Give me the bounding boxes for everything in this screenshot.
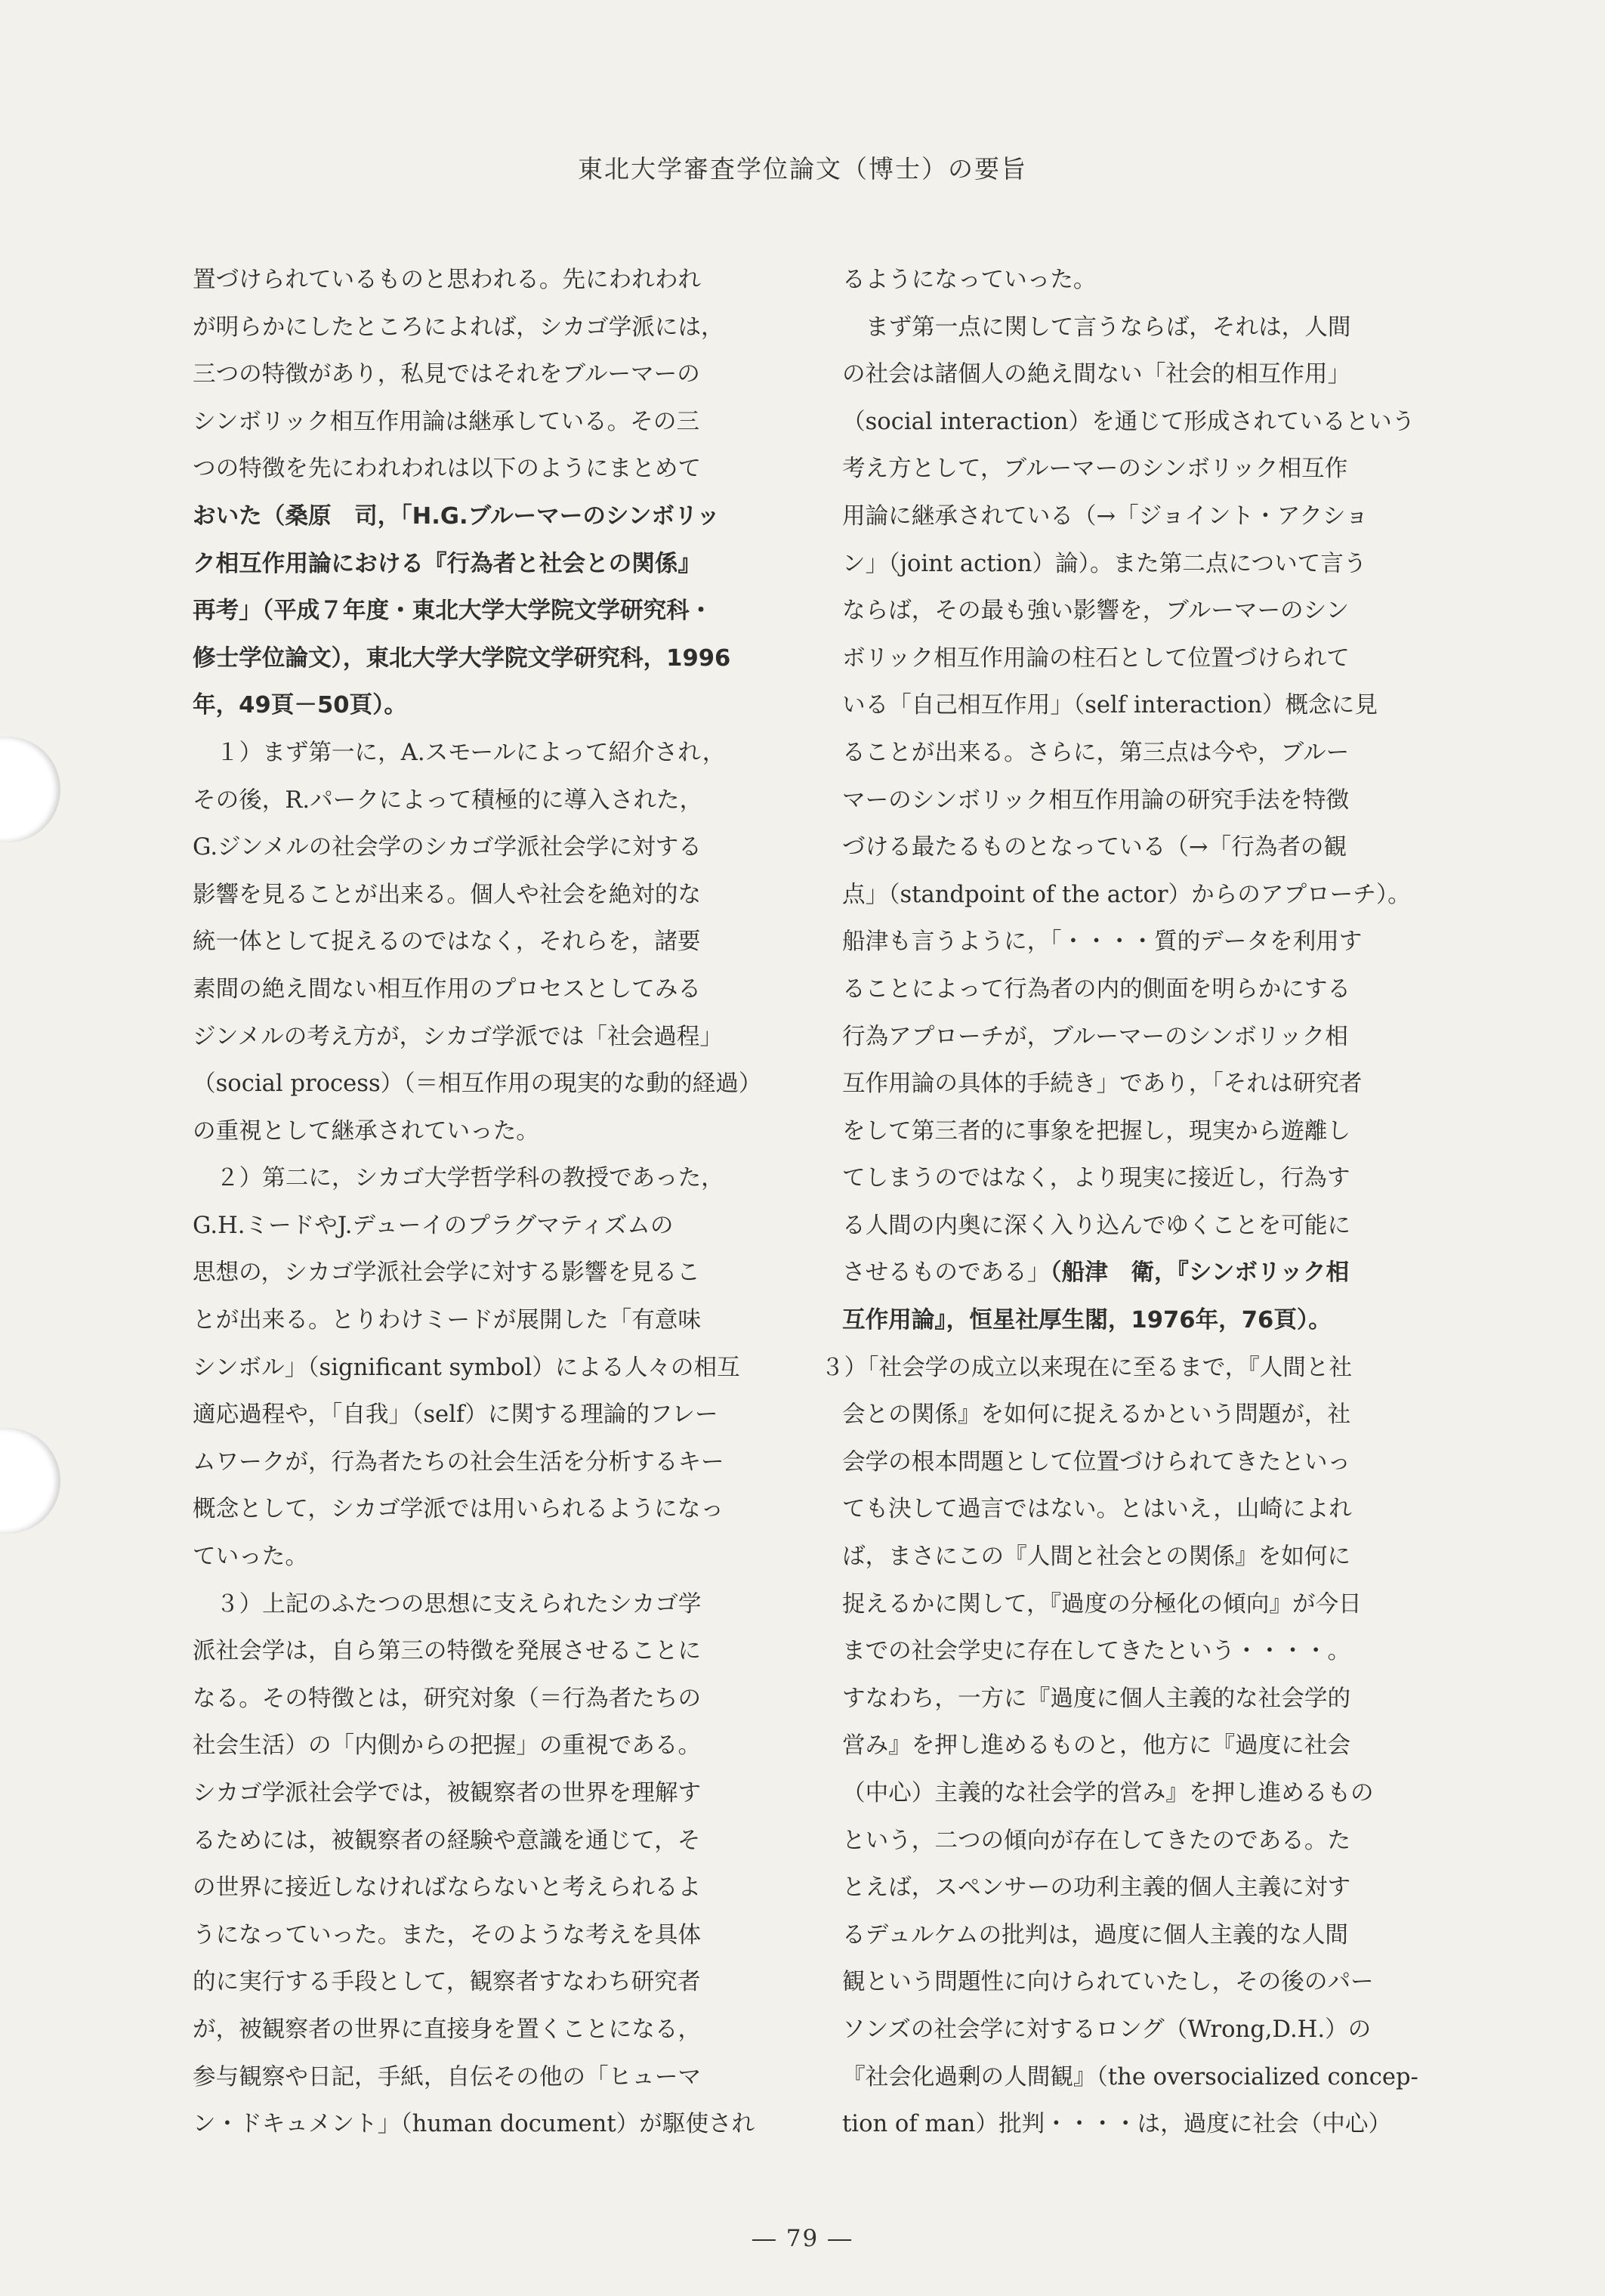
text-line: が明らかにしたところによれば，シカゴ学派には，	[193, 314, 724, 341]
text-line: マーのシンボリック相互作用論の研究手法を特徴	[842, 786, 1350, 814]
text-line: 参与観察や日記，手紙，自伝その他の「ヒューマ	[193, 2063, 702, 2091]
text-line: 営み』を押し進めるものと，他方に『過度に社会	[842, 1732, 1351, 1760]
page-header: 東北大学審査学位論文（博士）の要旨	[578, 154, 1027, 184]
text-line: ることによって行為者の内的側面を明らかにする	[842, 975, 1351, 1003]
text-line: ３）「社会学の成立以来現在に至るまで，『人間と社	[821, 1354, 1353, 1381]
text-line: てしまうのではなく，より現実に接近し，行為す	[842, 1165, 1350, 1192]
text-line: ボリック相互作用論の柱石として位置づけられて	[842, 644, 1350, 672]
text-line: 『社会化過剰の人間観』（the oversocialized concep-	[842, 2063, 1418, 2091]
text-line: ても決して過言ではない。とはいえ，山崎によれ	[842, 1496, 1352, 1523]
citation-line: 修士学位論文），東北大学大学院文学研究科，1996	[193, 644, 731, 672]
text-line: 的に実行する手段として，観察者すなわち研究者	[193, 1969, 701, 1996]
text-line: ン」（joint action）論）。また第二点について言う	[842, 550, 1367, 577]
text-line: るようになっていった。	[842, 267, 1097, 293]
text-line: ならば，その最も強い影響を，ブルーマーのシン	[842, 598, 1350, 625]
citation-segment: （船津 衛，『シンボリック相	[1050, 1259, 1350, 1287]
text-line: るためには，被観察者の経験や意識を通じて，そ	[193, 1827, 701, 1854]
text-line: 行為アプローチが，ブルーマーのシンボリック相	[842, 1023, 1348, 1050]
text-line: いる「自己相互作用」（self interaction）概念に見	[842, 692, 1378, 719]
text-line: 適応過程や，「自我」（self）に関する理論的フレー	[193, 1401, 718, 1429]
text-line: 派社会学は，自ら第三の特徴を発展させることに	[193, 1638, 702, 1665]
text-line: ることが出来る。さらに，第三点は今や，ブルー	[842, 739, 1350, 766]
page-number: ― 79 ―	[752, 2225, 853, 2252]
text-line: ソンズの社会学に対するロング（Wrong,D.H.）の	[842, 2016, 1372, 2043]
text-line: とえば，スペンサーの功利主義的個人主義に対す	[842, 1874, 1351, 1902]
text-line: なる。その特徴とは，研究対象（＝行為者たちの	[193, 1685, 702, 1712]
text-line: ２）第二に，シカゴ大学哲学科の教授であった，	[216, 1165, 724, 1192]
text-line: うになっていった。また，そのような考えを具体	[193, 1921, 702, 1948]
text-line: の世界に接近しなければならないと考えられるよ	[193, 1874, 702, 1902]
text-segment: させるものである」	[842, 1259, 1051, 1287]
text-line: とが出来る。とりわけミードが展開した「有意味	[193, 1307, 702, 1334]
text-line: シカゴ学派社会学では，被観察者の世界を理解す	[193, 1780, 702, 1806]
punch-hole-top	[0, 737, 60, 842]
text-line: をして第三者的に事象を把握し，現実から遊離し	[842, 1117, 1351, 1145]
text-line: シンボル」（significant symbol）による人々の相互	[193, 1354, 740, 1381]
text-line: る人間の内奥に深く入り込んでゆくことを可能に	[842, 1212, 1351, 1239]
text-line: までの社会学史に存在してきたという・・・・。	[842, 1638, 1351, 1665]
text-line	[842, 1250, 1440, 1297]
text-line: つの特徴を先にわれわれは以下のようにまとめて	[193, 456, 702, 483]
text-line: 三つの特徴があり，私見ではそれをブルーマーの	[193, 361, 700, 388]
text-line: 会学の根本問題として位置づけられてきたといっ	[842, 1448, 1351, 1476]
citation-line: 互作用論』，恒星社厚生閣，1976年，76頁）。	[842, 1307, 1332, 1334]
text-line: 社会生活）の「内側からの把握」の重視である。	[193, 1732, 702, 1760]
text-line: 捉えるかに関して，『過度の分極化の傾向』が今日	[842, 1590, 1362, 1618]
text-line: シンボリック相互作用論は継承している。その三	[193, 408, 700, 435]
text-line: 統一体として捉えるのではなく，それらを，諸要	[193, 929, 701, 956]
text-line: ていった。	[193, 1544, 308, 1571]
right-column	[821, 257, 1440, 2149]
text-line: 概念として，シカゴ学派では用いられるようになっ	[193, 1496, 724, 1523]
left-column	[193, 257, 791, 2149]
text-line: （中心）主義的な社会学的営み』を押し進めるもの	[842, 1780, 1374, 1806]
text-line: ン・ドキュメント」（human document）が駆使され	[193, 2111, 755, 2138]
citation-line: 再考」（平成７年度・東北大学大学院文学研究科・	[193, 598, 713, 625]
text-line: 置づけられているものと思われる。先にわれわれ	[193, 267, 702, 293]
text-line: という，二つの傾向が存在してきたのである。た	[842, 1827, 1351, 1854]
punch-hole-bottom	[0, 1428, 60, 1534]
text-line: （social process）（＝相互作用の現実的な動的経過）	[193, 1071, 762, 1098]
text-line: 素間の絶え間ない相互作用のプロセスとしてみる	[193, 975, 702, 1003]
text-line: tion of man）批判・・・・は，過度に社会（中心）	[842, 2111, 1392, 2138]
text-line: すなわち，一方に『過度に個人主義的な社会学的	[842, 1685, 1351, 1712]
citation-line: ク相互作用論における『行為者と社会との関係』	[193, 550, 702, 577]
text-line: 会との関係』を如何に捉えるかという問題が，社	[842, 1401, 1351, 1429]
text-line: ムワークが，行為者たちの社会生活を分析するキー	[193, 1448, 724, 1476]
citation-line: 年，49頁－50頁）。	[193, 692, 408, 719]
text-line: づける最たるものとなっている（→「行為者の観	[842, 834, 1347, 861]
text-line: るデュルケムの批判は，過度に個人主義的な人間	[842, 1921, 1348, 1948]
text-line: 影響を見ることが出来る。個人や社会を絶対的な	[193, 881, 702, 908]
text-line: ジンメルの考え方が，シカゴ学派では「社会過程」	[193, 1023, 723, 1050]
text-line: 点」（standpoint of the actor）からのアプローチ）。	[842, 881, 1411, 908]
text-line: 考え方として，ブルーマーのシンボリック相互作	[842, 456, 1348, 483]
text-line: G.ジンメルの社会学のシカゴ学派社会学に対する	[193, 834, 702, 861]
text-line: ３）上記のふたつの思想に支えられたシカゴ学	[216, 1590, 702, 1618]
text-line: （social interaction）を通じて形成されているという	[842, 408, 1415, 435]
text-line: 用論に継承されている（→「ジョイント・アクショ	[842, 502, 1369, 530]
text-line: 観という問題性に向けられていたし，その後のパー	[842, 1969, 1374, 1996]
text-line: 船津も言うように，「・・・・質的データを利用す	[842, 929, 1363, 956]
citation-line: おいた（桑原 司，「H.G.ブルーマーのシンボリッ	[193, 502, 720, 530]
text-line: その後，R.パークによって積極的に導入された，	[193, 786, 703, 814]
text-line: 思想の，シカゴ学派社会学に対する影響を見るこ	[193, 1259, 700, 1287]
text-line: G.H.ミードやJ.デューイのプラグマティズムの	[193, 1212, 674, 1239]
text-line: が，被観察者の世界に直接身を置くことになる，	[193, 2016, 702, 2043]
text-line: １）まず第一に，A.スモールによって紹介され，	[216, 739, 726, 766]
text-line: 互作用論の具体的手続き」であり，「それは研究者	[842, 1071, 1363, 1098]
text-line: の重視として継承されていった。	[193, 1117, 539, 1145]
text-line: まず第一点に関して言うならば，それは，人間	[866, 314, 1351, 341]
text-line: の社会は諸個人の絶え間ない「社会的相互作用」	[842, 361, 1351, 388]
text-line: ば，まさにこの『人間と社会との関係』を如何に	[842, 1544, 1351, 1571]
